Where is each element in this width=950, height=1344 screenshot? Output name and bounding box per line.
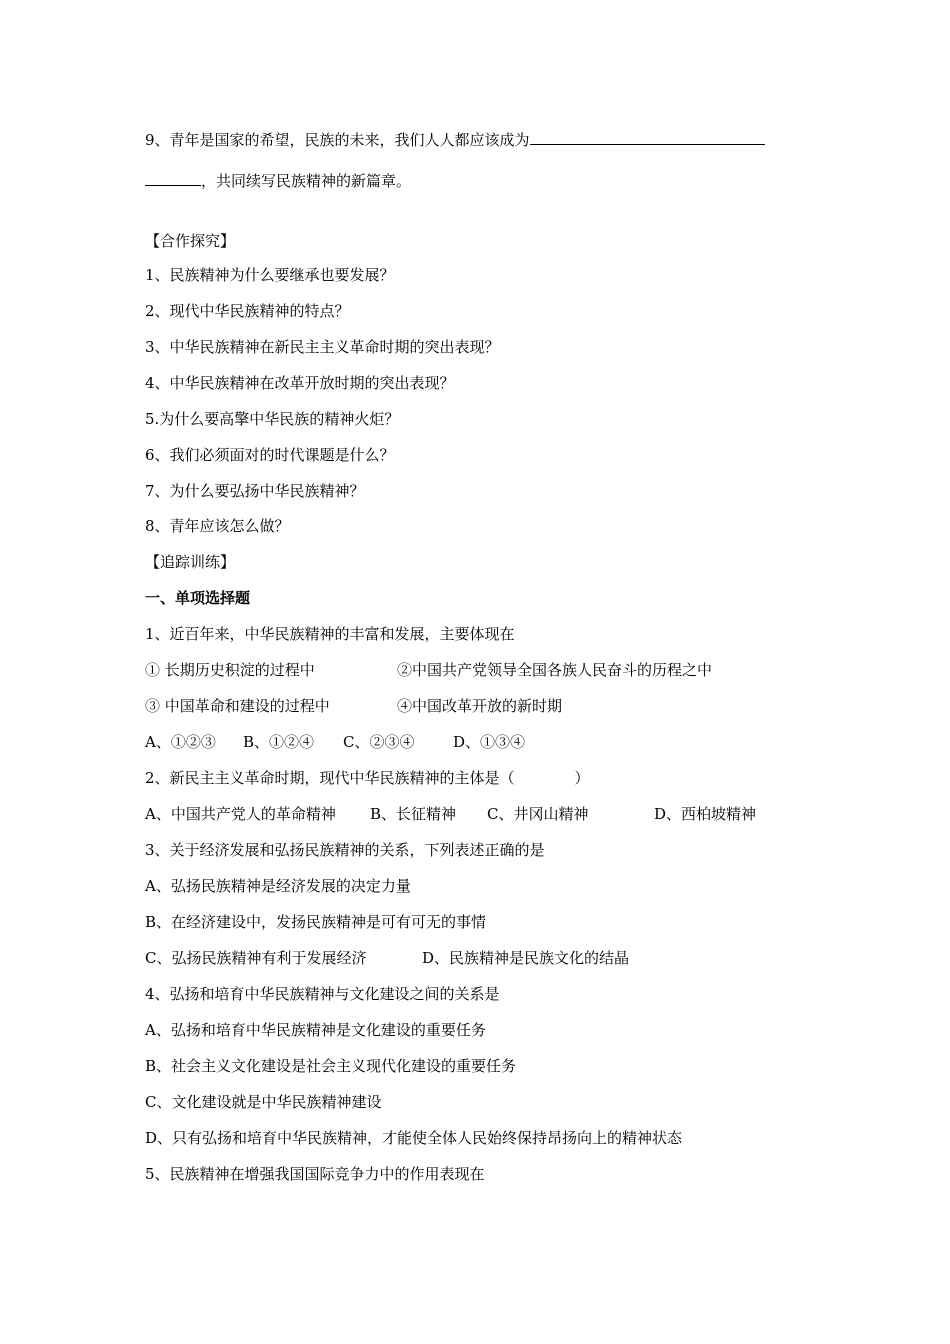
coop-item: 2、现代中华民族精神的特点？ — [145, 302, 350, 320]
question-2-text: 2、新民主主义革命时期，现代中华民族精神的主体是（ — [145, 769, 515, 787]
answer-blank — [530, 129, 765, 145]
option-c: C、弘扬民族精神有利于发展经济 — [145, 949, 367, 967]
coop-item: 8、青年应该怎么做？ — [145, 517, 290, 535]
option-c: C、文化建设就是中华民族精神建设 — [145, 1093, 382, 1111]
question-9-text-end: ，共同续写民族精神的新篇章。 — [201, 172, 412, 190]
section-heading-track: 【追踪训练】 — [145, 553, 236, 571]
option-b: B、长征精神 — [370, 805, 457, 823]
option-d: D、民族精神是民族文化的结晶 — [422, 949, 630, 967]
question-9-line2 — [145, 170, 411, 191]
option-a: A、①②③ — [145, 733, 216, 751]
mc-question-5: 5、民族精神在增强我国国际竞争力中的作用表现在 — [145, 1165, 485, 1183]
mc-question-4: 4、弘扬和培育中华民族精神与文化建设之间的关系是 — [145, 985, 500, 1003]
option-d: D、西柏坡精神 — [654, 805, 757, 823]
option-b: B、①②④ — [243, 733, 315, 751]
mc-question-3-options-cd — [145, 948, 629, 968]
mc-question-1-statements-a — [145, 660, 712, 680]
option-c: C、②③④ — [343, 733, 415, 751]
coop-item: 5.为什么要高擎中华民族的精神火炬？ — [145, 410, 400, 428]
mc-question-1-options — [145, 732, 525, 752]
section-heading-coop: 【合作探究】 — [145, 232, 236, 250]
option-b: B、社会主义文化建设是社会主义现代化建设的重要任务 — [145, 1057, 517, 1075]
statement: ① 长期历史积淀的过程中 — [145, 661, 315, 679]
option-a: A、中国共产党人的革命精神 — [145, 805, 336, 823]
statement: ③ 中国革命和建设的过程中 — [145, 697, 330, 715]
option-d: D、只有弘扬和培育中华民族精神，才能使全体人民始终保持昂扬向上的精神状态 — [145, 1129, 683, 1147]
answer-blank — [145, 170, 201, 186]
statement: ②中国共产党领导全国各族人民奋斗的历程之中 — [397, 661, 713, 679]
question-9-text: 9、青年是国家的希望，民族的未来，我们人人都应该成为 — [145, 131, 530, 149]
coop-item: 3、中华民族精神在新民主主义革命时期的突出表现？ — [145, 338, 500, 356]
option-c: C、井冈山精神 — [487, 805, 589, 823]
option-b: B、在经济建设中，发扬民族精神是可有可无的事情 — [145, 913, 487, 931]
option-a: A、弘扬和培育中华民族精神是文化建设的重要任务 — [145, 1021, 486, 1039]
statement: ④中国改革开放的新时期 — [397, 697, 563, 715]
coop-item: 4、中华民族精神在改革开放时期的突出表现？ — [145, 374, 455, 392]
coop-item: 1、民族精神为什么要继承也要发展？ — [145, 266, 395, 284]
mc-question-3: 3、关于经济发展和弘扬民族精神的关系，下列表述正确的是 — [145, 841, 545, 859]
mc-question-1: 1、近百年来，中华民族精神的丰富和发展，主要体现在 — [145, 625, 515, 643]
option-d: D、①③④ — [453, 733, 526, 751]
coop-item: 6、我们必须面对的时代课题是什么？ — [145, 446, 395, 464]
coop-item: 7、为什么要弘扬中华民族精神？ — [145, 482, 365, 500]
mc-question-2 — [145, 768, 590, 788]
question-9-line1 — [145, 129, 765, 150]
question-2-paren: ） — [574, 769, 590, 787]
mc-question-1-statements-b — [145, 696, 562, 716]
section-heading-single-choice: 一、单项选择题 — [145, 589, 251, 607]
mc-question-2-options — [145, 804, 756, 824]
option-a: A、弘扬民族精神是经济发展的决定力量 — [145, 877, 411, 895]
